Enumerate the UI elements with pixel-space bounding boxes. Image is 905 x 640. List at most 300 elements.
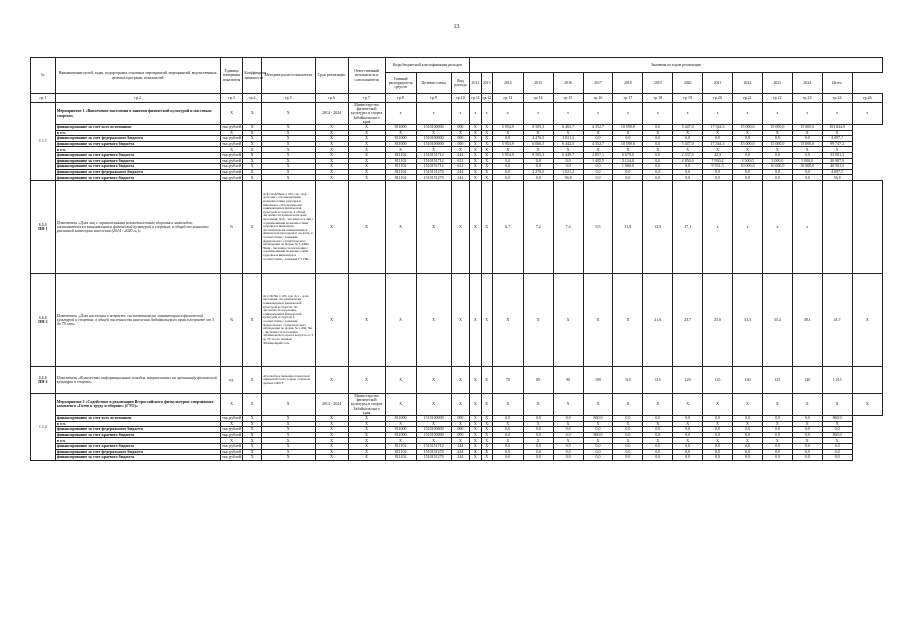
cell-value: 860,0: [583, 415, 613, 421]
cell-value: X: [613, 438, 643, 444]
row-unit: тыс.рублей: [222, 135, 242, 141]
cell-value: 5 954,9: [492, 152, 523, 158]
cell-value: 6 066,5: [523, 141, 553, 147]
cell-value: 0,0: [643, 455, 673, 461]
indicator-method: Абсолютное значение показателя определяется на основе отчетных данных ОМСУ: [261, 366, 315, 393]
measure-unit: X: [220, 103, 243, 125]
cell-value: 0,0: [673, 136, 703, 142]
cell-value: 612: [451, 164, 470, 170]
cell-value: 0,0: [583, 164, 613, 170]
cell-value: 0,0: [792, 415, 822, 421]
cell-value: 0,0: [492, 415, 523, 421]
cell-value: 0,0: [673, 443, 703, 449]
cell-value: X: [451, 273, 470, 366]
cell-value: X: [243, 421, 262, 427]
cell-value: X: [553, 421, 583, 427]
cell-value: 0,0: [643, 169, 673, 175]
cell-value: 2 850,0: [673, 158, 703, 164]
cell-value: 5 447,0: [673, 125, 703, 131]
cell-value: 0,0: [613, 169, 643, 175]
cell-value: X: [315, 130, 348, 136]
indicator-name: Показатель «Доля населения в возрасте, систематически занимающихся физической культурой и спортом, в общей численности населения Забайкальского края в возрасте от 3 до 79 лет»: [55, 273, 220, 366]
cell-value: 0,0: [492, 427, 523, 433]
indicator-row: [31, 273, 883, 366]
table-row: [31, 393, 883, 415]
cell-value: 000: [451, 432, 470, 438]
cell-value: 0,0: [523, 432, 553, 438]
cell-value: 0,0: [553, 432, 583, 438]
cell-value: 0,0: [792, 175, 822, 181]
cell-value: X: [643, 130, 673, 136]
cell-value: 811102: [385, 158, 416, 164]
cell-value: 0,0: [492, 455, 523, 461]
cell-value: 0,0: [703, 136, 733, 142]
cell-value: X: [243, 136, 262, 142]
cell-value: 860,0: [822, 415, 852, 421]
cell-value: 0,0: [792, 449, 822, 455]
cell-value: 125: [703, 366, 733, 393]
cell-value: 5 000,0: [762, 158, 792, 164]
header-year: 2021: [703, 73, 733, 94]
cell-value: 0,0: [643, 141, 673, 147]
header-year: 2024: [792, 73, 822, 94]
cell-value: 4 097,7: [822, 169, 852, 175]
column-number: гр.3: [220, 94, 243, 103]
cell-value: X: [243, 158, 262, 164]
cell-value: X: [481, 180, 492, 273]
column-number: гр.11: [470, 94, 481, 103]
cell-value: 244: [451, 175, 470, 181]
row-unit: тыс.рублей: [222, 174, 242, 180]
cell-value: X: [385, 180, 416, 273]
cell-value: X: [643, 438, 673, 444]
cell-value: 0,0: [613, 443, 643, 449]
cell-value: 0,0: [492, 443, 523, 449]
header-year: 2020: [673, 73, 703, 94]
cell-value: 6 463,7: [553, 125, 583, 131]
cell-value: 1510100000: [416, 141, 451, 147]
header-codes: Коды бюджетной классификации расходов: [385, 58, 470, 73]
cell-value: X: [792, 147, 822, 153]
row-label: финансирование за счет всех источников: [55, 415, 220, 421]
cell-value: 612: [451, 158, 470, 164]
cell-value: 0,0: [733, 175, 763, 181]
cell-value: 41,7: [822, 273, 852, 366]
cell-value: X: [348, 152, 385, 158]
cell-value: 2 857,1: [583, 152, 613, 158]
cell-value: X: [385, 147, 416, 153]
cell-value: 5 447,0: [673, 141, 703, 147]
cell-value: X: [315, 158, 348, 164]
cell-value: X: [481, 366, 492, 393]
cell-value: 9,5: [583, 180, 613, 273]
cell-value: 103 844,9: [822, 125, 852, 131]
cell-value: X: [243, 169, 262, 175]
cell-value: X: [470, 427, 481, 433]
cell-value: 0,0: [643, 125, 673, 131]
cell-value: 1510151270: [416, 455, 451, 461]
cell-value: 6 449,7: [553, 152, 583, 158]
cell-value: X: [451, 147, 470, 153]
cell-value: 1510151712: [416, 158, 451, 164]
cell-value: X: [492, 438, 523, 444]
cell-value: 0,0: [822, 449, 852, 455]
cell-value: X: [481, 421, 492, 427]
row-unit: тыс.рублей: [222, 443, 242, 449]
cell-value: X: [385, 273, 416, 366]
cell-value: 0,0: [523, 443, 553, 449]
cell-value: X: [261, 421, 315, 427]
indicator-number: 1.1.1 ПН 3: [31, 366, 56, 393]
cell-value: X: [243, 164, 262, 170]
cell-value: X: [315, 136, 348, 142]
cell-value: 0,0: [792, 432, 822, 438]
cell-value: 0,0: [703, 432, 733, 438]
column-number: гр.13: [492, 94, 523, 103]
cell-value: X: [243, 125, 262, 131]
cell-value: 25,0: [703, 273, 733, 366]
cell-value: 10 590,8: [613, 125, 643, 131]
cell-value: X: [470, 443, 481, 449]
cell-value: 0,0: [762, 443, 792, 449]
cell-value: X: [261, 152, 315, 158]
cell-value: X: [470, 449, 481, 455]
cell-value: 90: [553, 366, 583, 393]
measure-unit: X: [220, 393, 243, 415]
indicator-unit: ед.: [220, 366, 243, 393]
cell-value: X: [470, 136, 481, 142]
cell-value: X: [481, 141, 492, 147]
cell-value: 244: [451, 169, 470, 175]
cell-value: 80: [523, 366, 553, 393]
column-number: гр.19: [673, 94, 703, 103]
cell-value: 0,0: [792, 427, 822, 433]
cell-value: X: [451, 421, 470, 427]
indicator-number: 1.1.1 ПН 1: [31, 180, 56, 273]
cell-value: X: [470, 164, 481, 170]
cell-value: 0,0: [523, 427, 553, 433]
cell-value: 0,0: [492, 449, 523, 455]
cell-value: 11,8: [613, 180, 643, 273]
cell-value: 0,0: [792, 455, 822, 461]
cell-value: 1510100000: [416, 427, 451, 433]
cell-value: X: [348, 136, 385, 142]
cell-value: 0,0: [762, 432, 792, 438]
cell-value: X: [243, 175, 262, 181]
indicator-unit: %: [220, 273, 243, 366]
cell-value: 10 000,0: [792, 164, 822, 170]
cell-value: X: [243, 141, 262, 147]
cell-value: 860,0: [583, 432, 613, 438]
cell-value: X: [315, 432, 348, 438]
cell-value: 0,0: [673, 455, 703, 461]
row-label: в т.ч.: [55, 147, 220, 153]
column-number: гр.2: [55, 94, 220, 103]
header-year: Итого: [822, 73, 852, 94]
cell-value: 7,4: [553, 180, 583, 273]
cell-value: X: [315, 427, 348, 433]
cell-value: X: [348, 164, 385, 170]
cell-value: X: [348, 366, 385, 393]
cell-value: 0,0: [613, 449, 643, 455]
cell-value: x: [416, 103, 451, 125]
cell-value: 21,6: [643, 273, 673, 366]
cell-value: X: [348, 443, 385, 449]
row-unit: тыс.рублей: [222, 124, 242, 130]
cell-value: 2 276,5: [523, 136, 553, 142]
header-year: 2022: [733, 73, 763, 94]
cell-value: 811102: [385, 164, 416, 170]
cell-value: 0,0: [492, 175, 523, 181]
cell-value: x: [703, 180, 733, 273]
cell-value: 0,0: [553, 427, 583, 433]
cell-value: X: [243, 147, 262, 153]
row-label: финансирование за счет краевого бюджета: [55, 164, 220, 170]
cell-value: 0,0: [613, 136, 643, 142]
cell-value: 0,0: [733, 152, 763, 158]
cell-value: 33 001,3: [822, 152, 852, 158]
cell-value: X: [733, 438, 763, 444]
cell-value: 120: [673, 366, 703, 393]
cell-value: 56,8: [822, 175, 852, 181]
cell-value: X: [261, 449, 315, 455]
cell-value: 15 000,0: [733, 141, 763, 147]
cell-value: 0,0: [492, 432, 523, 438]
cell-value: 000: [451, 427, 470, 433]
header-year: 2023: [762, 73, 792, 94]
cell-value: X: [243, 443, 262, 449]
indicator-coef: X: [243, 366, 262, 393]
cell-value: 000: [451, 136, 470, 142]
cell-value: 1510151270: [416, 175, 451, 181]
row-label: финансирование за счет всех источников: [55, 125, 220, 131]
cell-value: 244: [451, 443, 470, 449]
cell-value: X: [451, 180, 470, 273]
indicator-row: [31, 366, 883, 393]
cell-value: X: [243, 449, 262, 455]
row-label: финансирование за счет краевого бюджета: [55, 158, 220, 164]
cell-value: 244: [451, 152, 470, 158]
cell-value: X: [583, 130, 613, 136]
cell-value: X: [481, 175, 492, 181]
cell-value: x: [385, 103, 416, 125]
measure-term: 2014 - 2024: [315, 103, 348, 125]
column-number: гр.17: [613, 94, 643, 103]
column-number: гр.9: [416, 94, 451, 103]
cell-value: X: [523, 147, 553, 153]
cell-value: X: [481, 455, 492, 461]
cell-value: X: [481, 158, 492, 164]
cell-value: 0,0: [643, 449, 673, 455]
cell-value: 1510151270: [416, 449, 451, 455]
cell-value: 0,0: [583, 443, 613, 449]
cell-value: 0,0: [643, 152, 673, 158]
cell-value: 130: [733, 366, 763, 393]
cell-value: 811102: [385, 455, 416, 461]
cell-value: 0,0: [762, 449, 792, 455]
cell-value: X: [583, 147, 613, 153]
cell-value: X: [451, 366, 470, 393]
cell-value: x: [792, 180, 822, 273]
cell-value: X: [613, 273, 643, 366]
cell-value: X: [481, 152, 492, 158]
cell-value: 0,0: [733, 449, 763, 455]
cell-value: 1510151712: [416, 443, 451, 449]
indicator-name: Показатель «Количество информационных поводов, направленных на пропаганду физической культуры и спорта»: [55, 366, 220, 393]
cell-value: 8 505,3: [523, 125, 553, 131]
row-unit: X: [220, 147, 243, 153]
cell-value: X: [470, 125, 481, 131]
cell-value: 17 544,3: [703, 141, 733, 147]
cell-value: 70: [492, 366, 523, 393]
cell-value: 10 000,0: [733, 164, 763, 170]
cell-value: X: [243, 455, 262, 461]
cell-value: X: [470, 169, 481, 175]
indicator-method: Дсф=Чсф/Чинв х 100, где: Дсф - доля лиц с ограниченными возможностями здоровья и инвалидов, систематически занимающихся физической культурой и спортом, в общей численности данной категории населения; Чсф - численность лиц с ограниченными возможностями здоровья и инвалидов, систематически занимающихся физической культурой и спортом, в соответствии с данными федерального статистического наблюдения по форме № 3-АФК; Чинв - численность населения с ограниченными возможностями здоровья и инвалидов в соответствии с данными ГУ ПФ...: [261, 180, 315, 273]
cell-value: 0,0: [492, 164, 523, 170]
cell-value: X: [416, 147, 451, 153]
cell-value: 0,0: [492, 169, 523, 175]
cell-value: X: [470, 438, 481, 444]
header-year: 2015: [523, 73, 553, 94]
cell-value: 23,7: [673, 273, 703, 366]
cell-value: X: [416, 366, 451, 393]
cell-value: 15 000,0: [733, 125, 763, 131]
row-unit: тыс.рублей: [222, 152, 242, 158]
cell-value: X: [643, 393, 673, 415]
cell-value: X: [348, 130, 385, 136]
cell-value: X: [470, 152, 481, 158]
row-unit: тыс.рублей: [222, 140, 242, 146]
cell-value: X: [703, 147, 733, 153]
cell-value: X: [315, 415, 348, 421]
cell-value: X: [261, 175, 315, 181]
cell-value: 12,9: [643, 180, 673, 273]
cell-value: X: [348, 141, 385, 147]
cell-value: X: [673, 438, 703, 444]
cell-value: 1510100000: [416, 415, 451, 421]
cell-value: X: [703, 438, 733, 444]
cell-value: X: [416, 393, 451, 415]
cell-value: 1 495,5: [583, 158, 613, 164]
column-number: гр.23: [792, 94, 822, 103]
cell-value: X: [481, 449, 492, 455]
cell-value: 3 124,0: [613, 158, 643, 164]
column-number: гр.12: [481, 94, 492, 103]
cell-value: X: [348, 147, 385, 153]
cell-value: X: [385, 366, 416, 393]
column-number: гр.24: [822, 94, 852, 103]
column-number: гр.16: [583, 94, 613, 103]
header-term: Срок реализации: [315, 58, 348, 94]
row-number: 1.1.2: [31, 393, 56, 460]
cell-value: 0,0: [733, 432, 763, 438]
cell-value: 0,0: [583, 449, 613, 455]
cell-value: X: [703, 393, 733, 415]
cell-value: 0,0: [643, 136, 673, 142]
cell-value: 5 000,0: [792, 158, 822, 164]
cell-value: X: [762, 393, 792, 415]
row-label: финансирование за счет краевого бюджета: [55, 141, 220, 147]
cell-value: X: [822, 421, 852, 427]
cell-value: X: [416, 421, 451, 427]
cell-value: 0,0: [643, 415, 673, 421]
cell-value: X: [470, 175, 481, 181]
cell-value: X: [481, 415, 492, 421]
indicator-coef: X: [243, 273, 262, 366]
cell-value: X: [703, 421, 733, 427]
cell-value: 0,0: [762, 455, 792, 461]
cell-value: X: [348, 438, 385, 444]
cell-value: X: [315, 169, 348, 175]
header-year: 2012: [470, 73, 481, 94]
measure-title: Мероприятие 2 «Содействие в реализации Всероссийского физкультурно-спортивного комплекса «Готов к труду и обороне» (ГТО)»: [55, 393, 220, 415]
cell-value: 0,0: [553, 158, 583, 164]
cell-value: x: [673, 103, 703, 125]
cell-value: X: [385, 421, 416, 427]
cell-value: X: [733, 130, 763, 136]
cell-value: X: [822, 438, 852, 444]
cell-value: 0,0: [733, 427, 763, 433]
cell-value: 0,0: [523, 164, 553, 170]
row-unit: тыс.рублей: [222, 448, 242, 454]
cell-value: X: [315, 147, 348, 153]
column-number: гр.15: [553, 94, 583, 103]
cell-value: 811000: [385, 125, 416, 131]
cell-value: 0,0: [703, 169, 733, 175]
cell-value: X: [481, 164, 492, 170]
cell-value: 811102: [385, 169, 416, 175]
cell-value: X: [613, 421, 643, 427]
cell-value: X: [315, 449, 348, 455]
cell-value: 0,0: [643, 443, 673, 449]
cell-value: X: [583, 438, 613, 444]
cell-value: X: [348, 180, 385, 273]
cell-value: 811000: [385, 136, 416, 142]
header-year: 2019: [643, 73, 673, 94]
cell-value: X: [315, 421, 348, 427]
column-number: гр.8: [385, 94, 416, 103]
cell-value: 0,0: [733, 415, 763, 421]
cell-value: X: [470, 366, 481, 393]
header-name: Наименование целей, задач, подпрограмм, основных мероприятий, мероприятий, ведомственных целевых программ, показателей: [55, 58, 220, 94]
cell-value: 0,0: [613, 175, 643, 181]
column-number: гр.20: [703, 94, 733, 103]
cell-value: X: [492, 393, 523, 415]
cell-value: 0,0: [643, 164, 673, 170]
cell-value: 100: [583, 366, 613, 393]
cell-value: 0,0: [613, 432, 643, 438]
cell-value: X: [470, 455, 481, 461]
cell-value: 6 442,5: [553, 141, 583, 147]
cell-value: 0,0: [583, 427, 613, 433]
cell-value: 0,0: [613, 415, 643, 421]
cell-value: 0,0: [583, 455, 613, 461]
cell-value: 17 544,3: [703, 125, 733, 131]
cell-value: X: [348, 273, 385, 366]
cell-value: 0,0: [643, 432, 673, 438]
row-label: финансирование за счет краевого бюджета: [55, 175, 220, 181]
row-unit: тыс.рублей: [222, 415, 242, 421]
cell-value: X: [523, 438, 553, 444]
cell-value: 0,0: [492, 136, 523, 142]
row-unit: тыс.рублей: [222, 168, 242, 174]
cell-value: X: [261, 415, 315, 421]
cell-value: X: [822, 130, 852, 136]
cell-value: X: [348, 421, 385, 427]
column-number: гр.7: [348, 94, 385, 103]
cell-value: 10 000,0: [762, 164, 792, 170]
